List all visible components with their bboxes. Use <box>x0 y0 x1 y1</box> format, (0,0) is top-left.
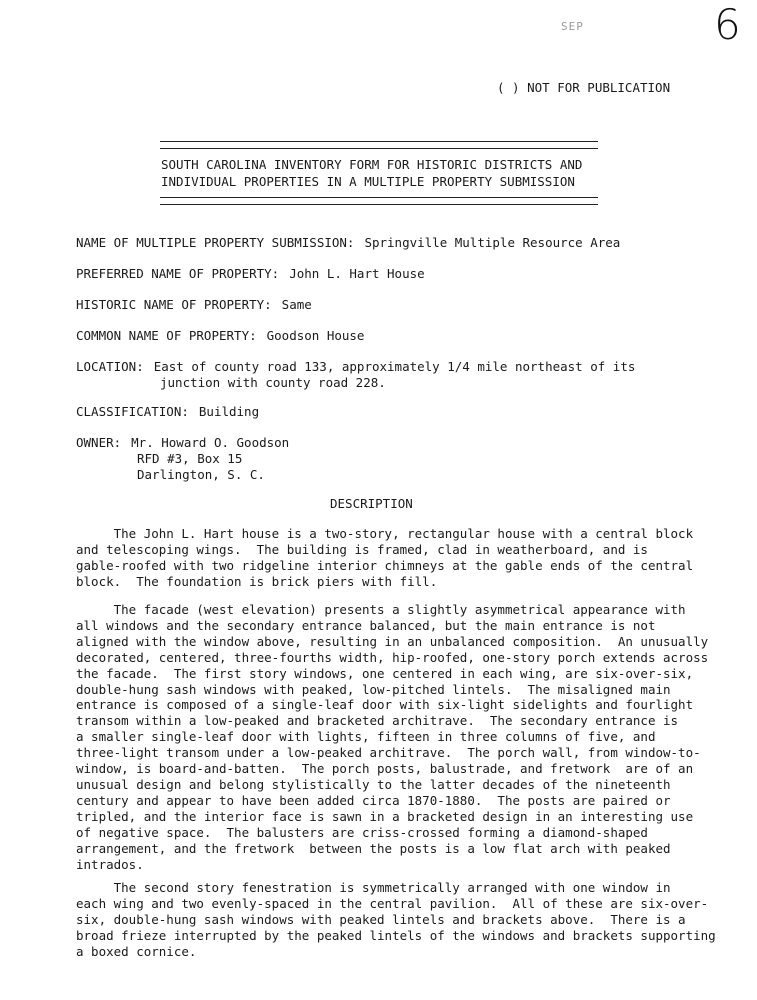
historic-name-label: HISTORIC NAME OF PROPERTY: <box>76 297 272 312</box>
owner-name: Mr. Howard O. Goodson <box>131 435 290 450</box>
location-value-continued: junction with county road 228. <box>160 375 386 390</box>
common-name-value: Goodson House <box>266 328 365 343</box>
historic-name-field <box>76 296 312 313</box>
owner-address-line-2: Darlington, S. C. <box>137 467 265 482</box>
multiple-property-field <box>76 234 620 251</box>
description-heading: DESCRIPTION <box>330 496 413 511</box>
form-title-line-2: INDIVIDUAL PROPERTIES IN A MULTIPLE PROPERTY SUBMISSION <box>161 174 575 189</box>
multiple-property-value: Springville Multiple Resource Area <box>364 235 621 250</box>
location-value: East of county road 133, approximately 1/4 mile northeast of its <box>153 359 636 374</box>
not-for-publication-checkbox-line: ( ) NOT FOR PUBLICATION <box>497 80 671 95</box>
page-number: 6 <box>714 0 741 49</box>
owner-address-line-1: RFD #3, Box 15 <box>137 451 243 466</box>
classification-value: Building <box>198 404 260 419</box>
title-rule-top-1 <box>160 141 598 142</box>
location-label: LOCATION: <box>76 359 144 374</box>
title-rule-top-2 <box>160 148 598 149</box>
common-name-field <box>76 327 364 344</box>
historic-name-value: Same <box>281 297 312 312</box>
owner-label: OWNER: <box>76 435 122 450</box>
title-rule-bottom-1 <box>160 197 598 198</box>
location-field <box>76 358 635 375</box>
title-rule-bottom-2 <box>160 204 598 205</box>
preferred-name-label: PREFERRED NAME OF PROPERTY: <box>76 266 280 281</box>
preferred-name-value: John L. Hart House <box>289 266 425 281</box>
form-title <box>161 156 582 190</box>
description-paragraph: The second story fenestration is symmetrically arranged with one window in each wing and two evenly-spaced in the central pavilion. All of these are six-over- six, double-hung sash windows with peaked lintels and brackets above. There is a broad frieze interrupted by the peaked lintels of the windows and brackets supporting a boxed cornice. <box>76 880 716 959</box>
owner-field <box>76 434 289 451</box>
classification-field <box>76 403 259 420</box>
multiple-property-label: NAME OF MULTIPLE PROPERTY SUBMISSION: <box>76 235 355 250</box>
description-paragraph: The facade (west elevation) presents a slightly asymmetrical appearance with all windows and the secondary entrance balanced, but the main entrance is not aligned with the window above, resulting in an unbalanced composition. An unusually decorated, centered, three-fourths width, hip-roofed, one-story porch extends across the facade. The first story windows, one centered in each wing, are six-over-six, double-hung sash windows with peaked, low-pitched lintels. The misaligned main entrance is composed of a single-leaf door with six-light sidelights and fourlight transom within a low-peaked and bracketed architrave. The secondary entrance is a smaller single-leaf door with lights, fifteen in three columns of five, and three-light transom under a low-peaked architrave. The porch wall, from window-to- window, is board-and-batten. The porch posts, balustrade, and fretwork are of an unusual design and belong stylistically to the latter decades of the nineteenth century and appear to have been added circa 1870-1880. The posts are paired or tripled, and the interior face is sawn in a bracketed design in an interesting use of negative space. The balusters are criss-crossed forming a diamond-shaped arrangement, and the fretwork between the posts is a low flat arch with peaked intrados. <box>76 602 709 872</box>
received-stamp: SEP <box>561 20 584 33</box>
description-paragraph: The John L. Hart house is a two-story, rectangular house with a central block and telescoping wings. The building is framed, clad in weatherboard, and is gable-roofed with two ridgeline interior chimneys at the gable ends of the central block. The foundation is brick piers with fill. <box>76 526 694 589</box>
form-title-line-1: SOUTH CAROLINA INVENTORY FORM FOR HISTORIC DISTRICTS AND <box>161 157 583 172</box>
classification-label: CLASSIFICATION: <box>76 404 189 419</box>
common-name-label: COMMON NAME OF PROPERTY: <box>76 328 257 343</box>
preferred-name-field <box>76 265 425 282</box>
